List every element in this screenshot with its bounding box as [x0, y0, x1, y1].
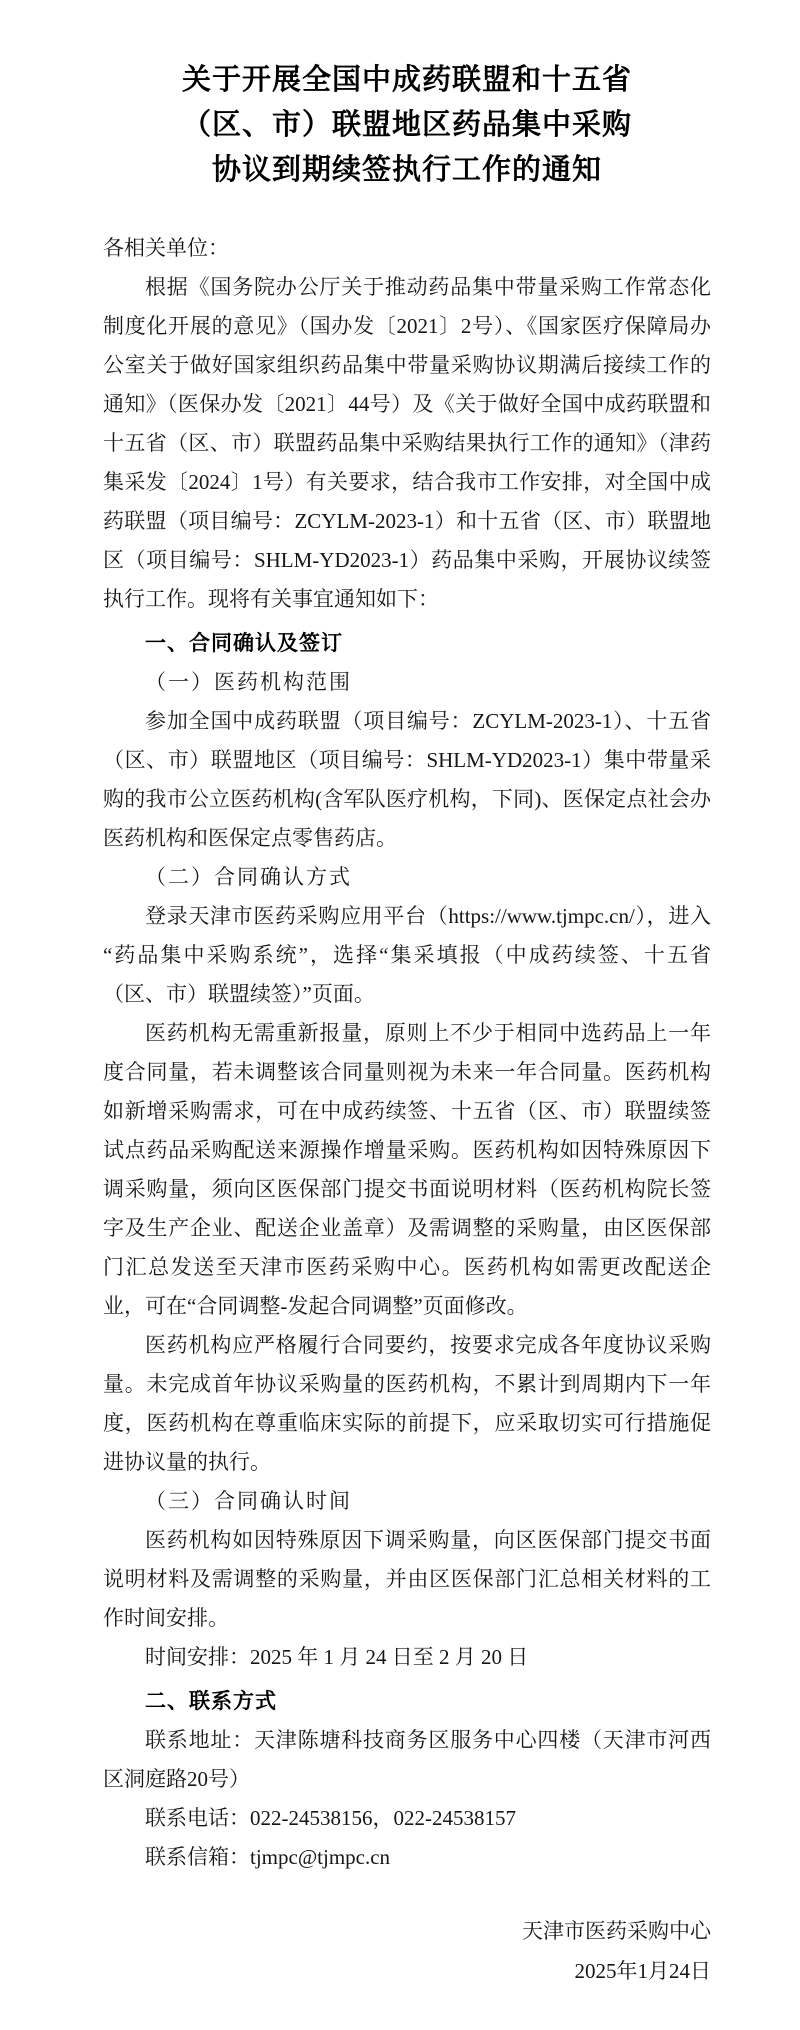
contact-email: 联系信箱：tjmpc@tjmpc.cn: [145, 1845, 391, 1869]
title-line-3: 协议到期续签执行工作的通知: [211, 154, 602, 186]
schedule-line: 时间安排：2025 年 1 月 24 日至 2 月 20 日: [145, 1645, 529, 1669]
subsection-1-3-paragraph: 医药机构如因特殊原因下调采购量，向区医保部门提交书面说明材料及需调整的采购量，并由区医保部门汇总相关材料的工作时间安排。: [103, 1528, 711, 1630]
title-line-1: 关于开展全国中成药联盟和十五省: [181, 64, 632, 96]
subsection-1-2-heading: （二）合同确认方式: [145, 865, 352, 889]
subsection-1-2-paragraph-3: 医药机构应严格履行合同要约，按要求完成各年度协议采购量。未完成首年协议采购量的医药机构，不累计到周期内下一年度，医药机构在尊重临床实际的前提下，应采取切实可行措施促进协议量的执行。: [103, 1333, 711, 1474]
contact-address: 联系地址：天津陈塘科技商务区服务中心四楼（天津市河西区洞庭路20号）: [103, 1728, 711, 1791]
document-body: [103, 229, 711, 1877]
title-line-2: （区、市）联盟地区药品集中采购: [181, 109, 632, 141]
subsection-1-1-heading: （一）医药机构范围: [145, 670, 352, 694]
salutation: 各相关单位：: [103, 236, 229, 260]
section-2-heading: 二、联系方式: [145, 1690, 277, 1713]
subsection-1-3-heading: （三）合同确认时间: [145, 1489, 352, 1513]
section-1-heading: 一、合同确认及签订: [145, 632, 343, 655]
subsection-1-2-paragraph-2: 医药机构无需重新报量，原则上不少于相同中选药品上一年度合同量，若未调整该合同量则视为未来一年合同量。医药机构如新增采购需求，可在中成药续签、十五省（区、市）联盟续签试点药品采购配送来源操作增量采购。医药机构如因特殊原因下调采购量，须向区医保部门提交书面说明材料（医药机构院长签字及生产企业、配送企业盖章）及需调整的采购量，由区医保部门汇总发送至天津市医药采购中心。医药机构如需更改配送企业，可在“合同调整-发起合同调整”页面修改。: [103, 1021, 711, 1318]
intro-paragraph: 根据《国务院办公厅关于推动药品集中带量采购工作常态化制度化开展的意见》（国办发〔2021〕2号）、《国家医疗保障局办公室关于做好国家组织药品集中带量采购协议期满后接续工作的通知》（医保办发〔2021〕44号）及《关于做好全国中成药联盟和十五省（区、市）联盟药品集中采购结果执行工作的通知》（津药集采发〔2024〕1号）有关要求，结合我市工作安排，对全国中成药联盟（项目编号：ZCYLM-2023-1）和十五省（区、市）联盟地区（项目编号：SHLM-YD2023-1）药品集中采购，开展协议续签执行工作。现将有关事宜通知如下：: [103, 275, 711, 611]
subsection-1-2-paragraph-1: 登录天津市医药采购应用平台（https://www.tjmpc.cn/），进入“药品集中采购系统”，选择“集采填报（中成药续签、十五省（区、市）联盟续签）”页面。: [103, 904, 711, 1006]
contact-phone: 联系电话：022-24538156，022-24538157: [145, 1806, 516, 1830]
signature-org: 天津市医药采购中心: [522, 1919, 711, 1943]
subsection-1-1-paragraph: 参加全国中成药联盟（项目编号：ZCYLM-2023-1）、十五省（区、市）联盟地区（项目编号：SHLM-YD2023-1）集中带量采购的我市公立医药机构(含军队医疗机构，下同)、医保定点社会办医药机构和医保定点零售药店。: [103, 709, 711, 850]
signature-date: 2025年1月24日: [574, 1959, 711, 1983]
document-title: [103, 58, 711, 193]
signature-block: [103, 1911, 711, 1991]
